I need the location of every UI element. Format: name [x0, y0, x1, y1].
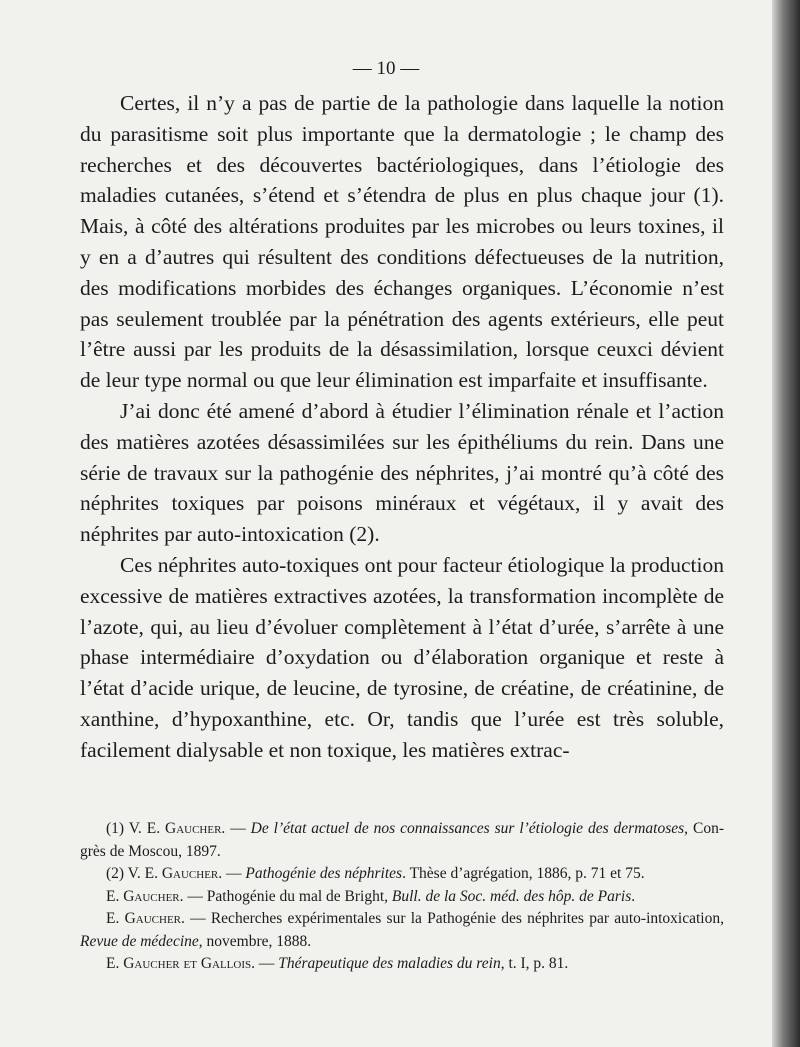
footnote-separator: . —: [251, 955, 279, 972]
footnote-prefix: E.: [106, 887, 124, 905]
footnote: [80, 863, 724, 886]
footnote-author: Gaucher: [161, 865, 219, 882]
footnote: [80, 886, 724, 909]
paragraph: Certes, il n’y a pas de partie de la pathologie dans laquelle la notion du parasitisme soit plus importante que la dermatologie ; le champ des recherches et des découvertes bactériologiques, dans l’étiologie des maladies cutanées, s’étend et s’étendra de plus en plus chaque jour (1). Mais, à côté des altérations produites par les microbes ou leurs toxines, il y en a d’autres qui résultent des conditions défectueuses de la nutrition, des modifications morbides des échanges organiques. L’économie n’est pas seulement troublée par la pénétration des agents extérieurs, elle peut l’être aussi par les produits de la désassimilation, lorsque ceuxci dévient de leur type normal ou que leur élimination est imparfaite et insuffisante.: [80, 91, 724, 393]
footnote-author: Gaucher et Gallois: [123, 955, 252, 972]
footnote-prefix: E.: [106, 955, 124, 972]
footnote-author: Gaucher: [165, 820, 222, 837]
footnote: [80, 953, 724, 976]
footnote-title: Pathogénie des néphrites: [245, 865, 403, 882]
footnote-separator: . — Recherches expérimentales sur la Pathogénie des néphrites par auto-intoxication,: [181, 910, 724, 927]
footnote: [80, 908, 724, 953]
footnote-separator: . —: [218, 865, 246, 882]
footnote-title: De l’état actuel de nos connaissances sur l’étiologie des dermatoses: [250, 820, 685, 837]
paragraph: Ces néphrites auto-toxiques ont pour facteur étiologique la production excessive de matières extractives azotées, la transformation incomplète de l’azote, qui, au lieu d’évoluer complètement à l’état d’urée, s’arrête à une phase intermédiaire d’oxydation ou d’élaboration organique et reste à l’état d’acide urique, de leucine, de tyrosine, de créatine, de créatinine, de xanthine, d’hypoxanthine, etc. Or, tandis que l’urée est très soluble, facilement dialysable et non toxique, les matières extrac-: [80, 552, 724, 762]
footnote-author: Gaucher: [123, 887, 180, 905]
footnote-prefix: (2) V. E.: [106, 865, 162, 882]
footnote-separator: . —: [221, 820, 251, 837]
footnote-title: Revue de médecine: [80, 932, 199, 950]
footnote-author: Gaucher: [124, 910, 181, 927]
main-text: [80, 88, 724, 766]
footnotes: [80, 818, 724, 976]
footnote-prefix: E.: [106, 910, 125, 927]
footnote: [80, 818, 724, 863]
footnote-separator: . — Pathogénie du mal de Bright,: [179, 887, 392, 905]
footnote-prefix: (1) V. E.: [106, 820, 165, 837]
footnote-rest: . Thèse d’agrégation, 1886, p. 71 et 75.: [402, 865, 645, 882]
footnote-rest: .: [631, 887, 636, 905]
paragraph: J’ai donc été amené d’abord à étudier l’élimination rénale et l’action des matières azotées désassimilées sur les épithéliums du rein. Dans une série de travaux sur la pathogénie des néphrites, j’ai montré qu’à côté des néphrites toxiques par poisons minéraux et végétaux, il y avait des néphrites par auto-intoxication (2).: [80, 398, 724, 547]
page-edge-shadow: [772, 0, 800, 1047]
page-number: — 10 —: [352, 58, 420, 79]
footnote-title: Thérapeutique des maladies du rein: [278, 955, 501, 972]
footnote-title: Bull. de la Soc. méd. des hôp. de Paris: [391, 887, 632, 905]
footnote-rest: , novembre, 1888.: [198, 932, 312, 950]
footnote-rest: , t. I, p. 81.: [500, 955, 569, 972]
footnote-rest: , Congrès de Moscou, 1897.: [80, 820, 724, 860]
